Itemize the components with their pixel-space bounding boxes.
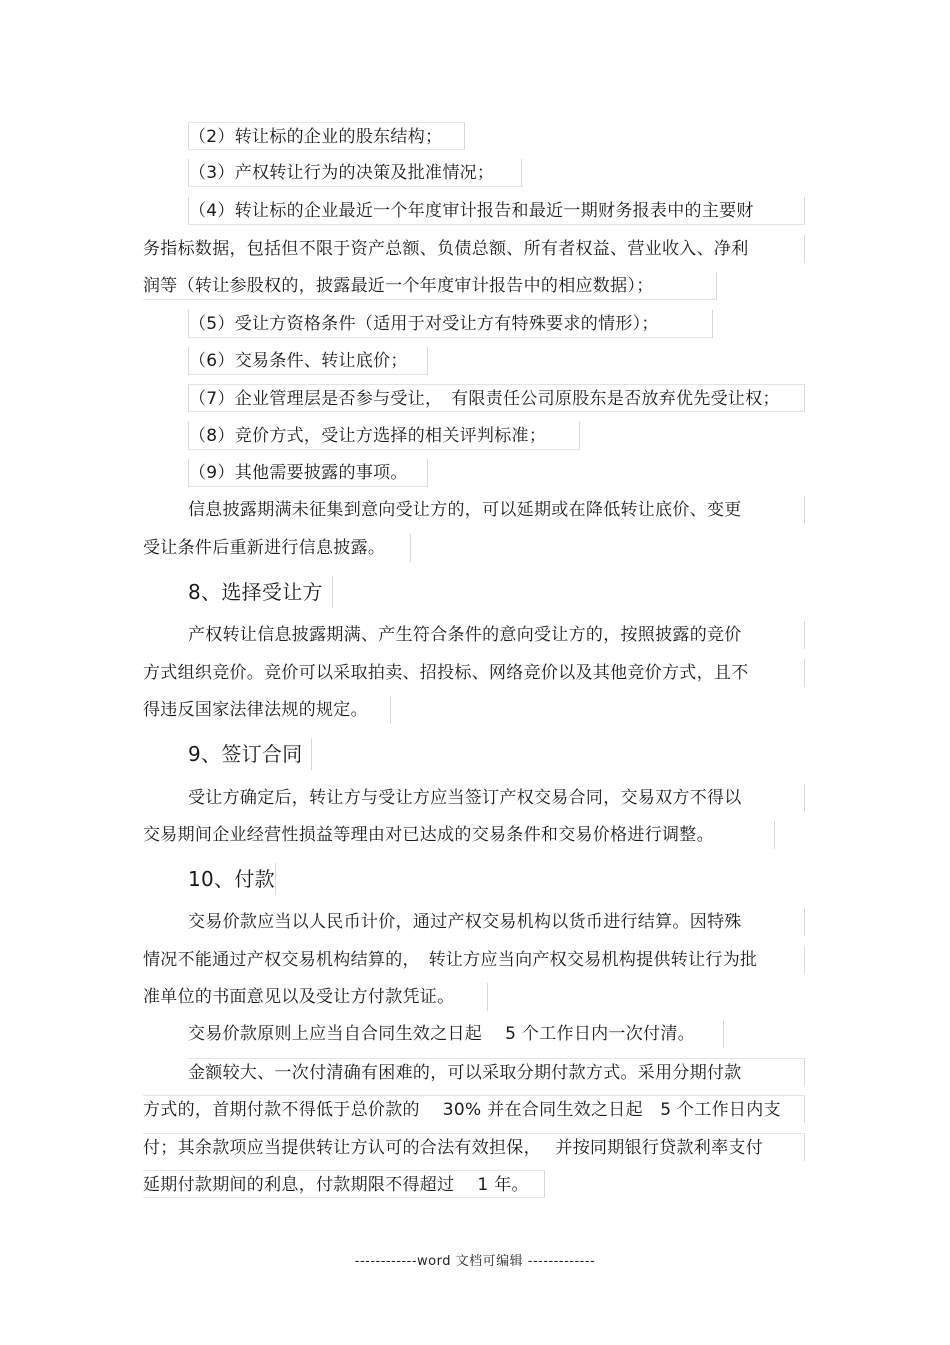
list-item-8: （8）竞价方式，受让方选择的相关评判标准； xyxy=(188,422,580,450)
list-item-4-line-2: 务指标数据，包括但不限于资产总额、负债总额、所有者权益、营业收入、净利 xyxy=(143,235,805,263)
list-item-5: （5）受让方资格条件（适用于对受让方有特殊要求的情形）； xyxy=(188,310,713,338)
section-10-paragraph-2: 交易价款原则上应当自合同生效之日起 5 个工作日内一次付清。 xyxy=(188,1020,724,1048)
section-10-paragraph-3-line-4: 延期付款期间的利息，付款期限不得超过 1 年。 xyxy=(143,1170,545,1198)
section-10-paragraph-1-line-1: 交易价款应当以人民币计价，通过产权交易机构以货币进行结算。因特殊 xyxy=(188,908,805,936)
section-9-paragraph-line-2: 交易期间企业经营性损益等理由对已达成的交易条件和交易价格进行调整。 xyxy=(143,821,775,849)
section-8-heading: 8、选择受让方 xyxy=(188,576,333,608)
disclosure-paragraph-line-1: 信息披露期满未征集到意向受让方的，可以延期或在降低转让底价、变更 xyxy=(188,496,805,524)
list-item-7: （7）企业管理层是否参与受让， 有限责任公司原股东是否放弃优先受让权； xyxy=(188,384,805,412)
list-item-6: （6）交易条件、转让底价； xyxy=(188,347,428,375)
page-footer: ------------word 文档可编辑 ------------- xyxy=(354,1254,596,1269)
list-item-9: （9）其他需要披露的事项。 xyxy=(188,459,428,487)
section-8-paragraph-line-2: 方式组织竞价。竞价可以采取拍卖、招投标、网络竞价以及其他竞价方式，且不 xyxy=(143,659,805,687)
section-9-heading: 9、签订合同 xyxy=(188,738,312,770)
section-10-paragraph-3-line-1: 金额较大、一次付清确有困难的，可以采取分期付款方式。采用分期付款 xyxy=(188,1058,805,1086)
section-10-paragraph-3-line-3: 付；其余款项应当提供转让方认可的合法有效担保， 并按同期银行贷款利率支付 xyxy=(143,1133,805,1161)
list-item-4-line-3: 润等（转让参股权的，披露最近一个年度审计报告中的相应数据）； xyxy=(143,272,717,300)
list-item-3: （3）产权转让行为的决策及批准情况； xyxy=(188,159,522,187)
disclosure-paragraph-line-2: 受让条件后重新进行信息披露。 xyxy=(143,534,411,562)
section-8-paragraph-line-3: 得违反国家法律法规的规定。 xyxy=(143,696,391,724)
section-8-paragraph-line-1: 产权转让信息披露期满、产生符合条件的意向受让方的，按照披露的竞价 xyxy=(188,621,805,649)
section-10-paragraph-3-line-2: 方式的，首期付款不得低于总价款的 30% 并在合同生效之日起 5 个工作日内支 xyxy=(143,1095,805,1123)
section-10-heading: 10、付款 xyxy=(188,863,276,895)
list-item-4-line-1: （4）转让标的企业最近一个年度审计报告和最近一期财务报表中的主要财 xyxy=(188,197,805,225)
section-10-paragraph-1-line-2: 情况不能通过产权交易机构结算的， 转让方应当向产权交易机构提供转让行为批 xyxy=(143,946,805,974)
section-10-paragraph-1-line-3: 准单位的书面意见以及受让方付款凭证。 xyxy=(143,983,488,1011)
list-item-2: （2）转让标的企业的股东结构； xyxy=(188,122,465,150)
section-9-paragraph-line-1: 受让方确定后，转让方与受让方应当签订产权交易合同，交易双方不得以 xyxy=(188,784,805,812)
